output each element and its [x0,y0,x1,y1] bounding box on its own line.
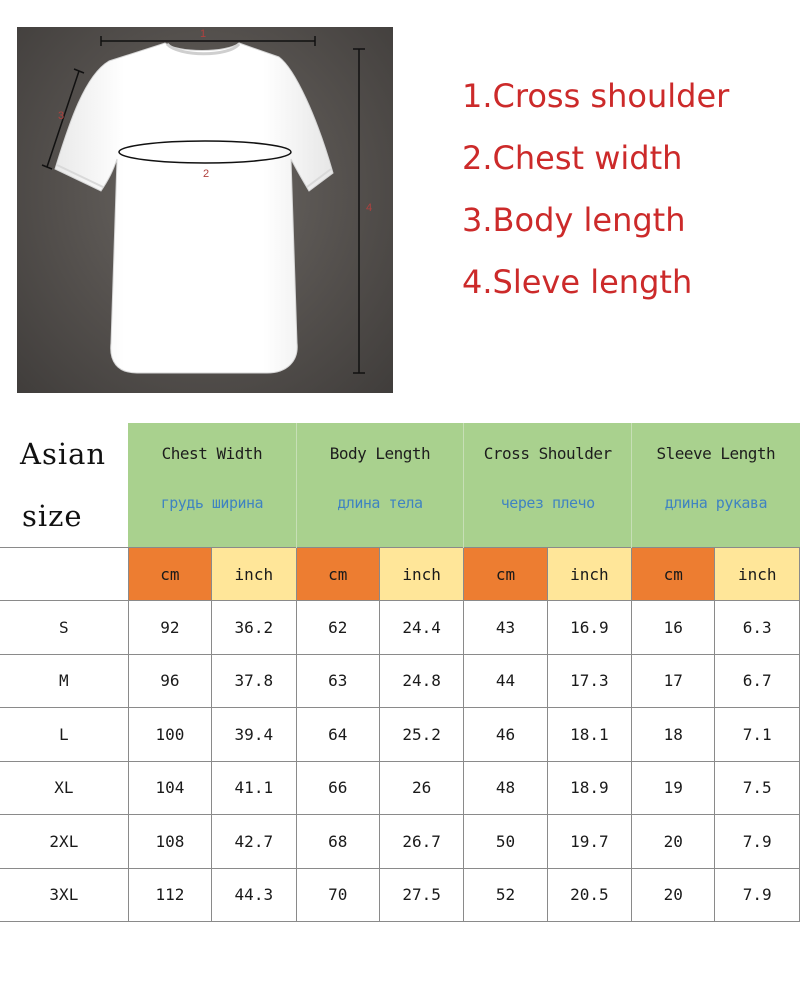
measurement-cell: 18 [632,708,715,762]
size-label: 2XL [0,815,128,869]
units-row-blank [0,548,128,601]
size-label: L [0,708,128,762]
measurement-cell: 36.2 [212,601,296,655]
measurement-cell: 26 [379,761,463,815]
measurement-cell: 68 [296,815,379,869]
label-sleeve: 3 [57,110,65,122]
legend-cross-shoulder: 1.Cross shoulder [462,77,730,115]
measurement-cell: 63 [296,654,379,708]
header-chest-width: Chest Width грудь ширина [128,423,296,548]
size-label: XL [0,761,128,815]
measurement-cell: 26.7 [379,815,463,869]
measurement-cell: 16 [632,601,715,655]
measurement-cell: 64 [296,708,379,762]
size-chart-table [0,423,800,922]
size-rows [0,601,800,922]
measurement-cell: 112 [128,868,211,922]
table-row [0,761,800,815]
measurement-cell: 6.3 [715,601,800,655]
unit-inch: inch [379,548,463,601]
measurement-cell: 62 [296,601,379,655]
measurement-cell: 27.5 [379,868,463,922]
header-cross-shoulder: Cross Shoulder через плечо [464,423,632,548]
unit-cm: cm [128,548,211,601]
unit-inch: inch [715,548,800,601]
measurement-cell: 96 [128,654,211,708]
measurement-cell: 7.9 [715,868,800,922]
measurement-cell: 100 [128,708,211,762]
measurement-cell: 7.5 [715,761,800,815]
size-label: 3XL [0,868,128,922]
measurement-cell: 66 [296,761,379,815]
table-row [0,601,800,655]
table-header-row [0,423,800,548]
unit-cm: cm [632,548,715,601]
table-row [0,654,800,708]
measurement-cell: 20 [632,815,715,869]
table-row [0,868,800,922]
legend-chest-width: 2.Chest width [462,139,683,177]
measurement-cell: 43 [464,601,547,655]
measurement-cell: 42.7 [212,815,296,869]
table-row [0,815,800,869]
tshirt-shape [55,43,333,373]
measurement-cell: 44 [464,654,547,708]
header-sleeve-length: Sleeve Length длина рукава [632,423,800,548]
measurement-cell: 20.5 [547,868,631,922]
cross-shoulder-measure-line [101,28,315,46]
measurement-cell: 52 [464,868,547,922]
measurement-cell: 108 [128,815,211,869]
measurement-cell: 19 [632,761,715,815]
asian-size-label: Asian size [20,437,107,533]
measurement-cell: 24.8 [379,654,463,708]
measurement-cell: 18.9 [547,761,631,815]
measurement-cell: 44.3 [212,868,296,922]
measurement-cell: 70 [296,868,379,922]
label-chest: 2 [202,168,210,180]
measurement-cell: 6.7 [715,654,800,708]
measurement-cell: 25.2 [379,708,463,762]
measurement-cell: 19.7 [547,815,631,869]
unit-inch: inch [212,548,296,601]
measurement-cell: 37.8 [212,654,296,708]
unit-cm: cm [464,548,547,601]
table-row [0,708,800,762]
legend-sleeve-length: 4.Sleve length [462,263,693,301]
header-body-length: Body Length длина тела [296,423,464,548]
size-label: M [0,654,128,708]
measurement-cell: 17 [632,654,715,708]
measurement-cell: 39.4 [212,708,296,762]
label-body-length: 4 [365,202,373,214]
unit-cm: cm [296,548,379,601]
body-length-measure-line [353,49,372,373]
tshirt-measurement-diagram [17,27,393,393]
size-label: S [0,601,128,655]
measurement-cell: 104 [128,761,211,815]
measurement-cell: 92 [128,601,211,655]
unit-inch: inch [547,548,631,601]
measurement-cell: 20 [632,868,715,922]
measurement-cell: 41.1 [212,761,296,815]
measurement-cell: 46 [464,708,547,762]
label-cross-shoulder: 1 [199,28,207,40]
measurement-cell: 18.1 [547,708,631,762]
measurement-cell: 7.9 [715,815,800,869]
measurement-cell: 48 [464,761,547,815]
measurement-cell: 50 [464,815,547,869]
units-row [0,548,800,601]
tshirt-illustration [17,27,393,393]
measurement-cell: 16.9 [547,601,631,655]
measurement-legend [462,72,792,320]
measurement-cell: 7.1 [715,708,800,762]
measurement-cell: 17.3 [547,654,631,708]
measurement-cell: 24.4 [379,601,463,655]
legend-body-length: 3.Body length [462,201,686,239]
